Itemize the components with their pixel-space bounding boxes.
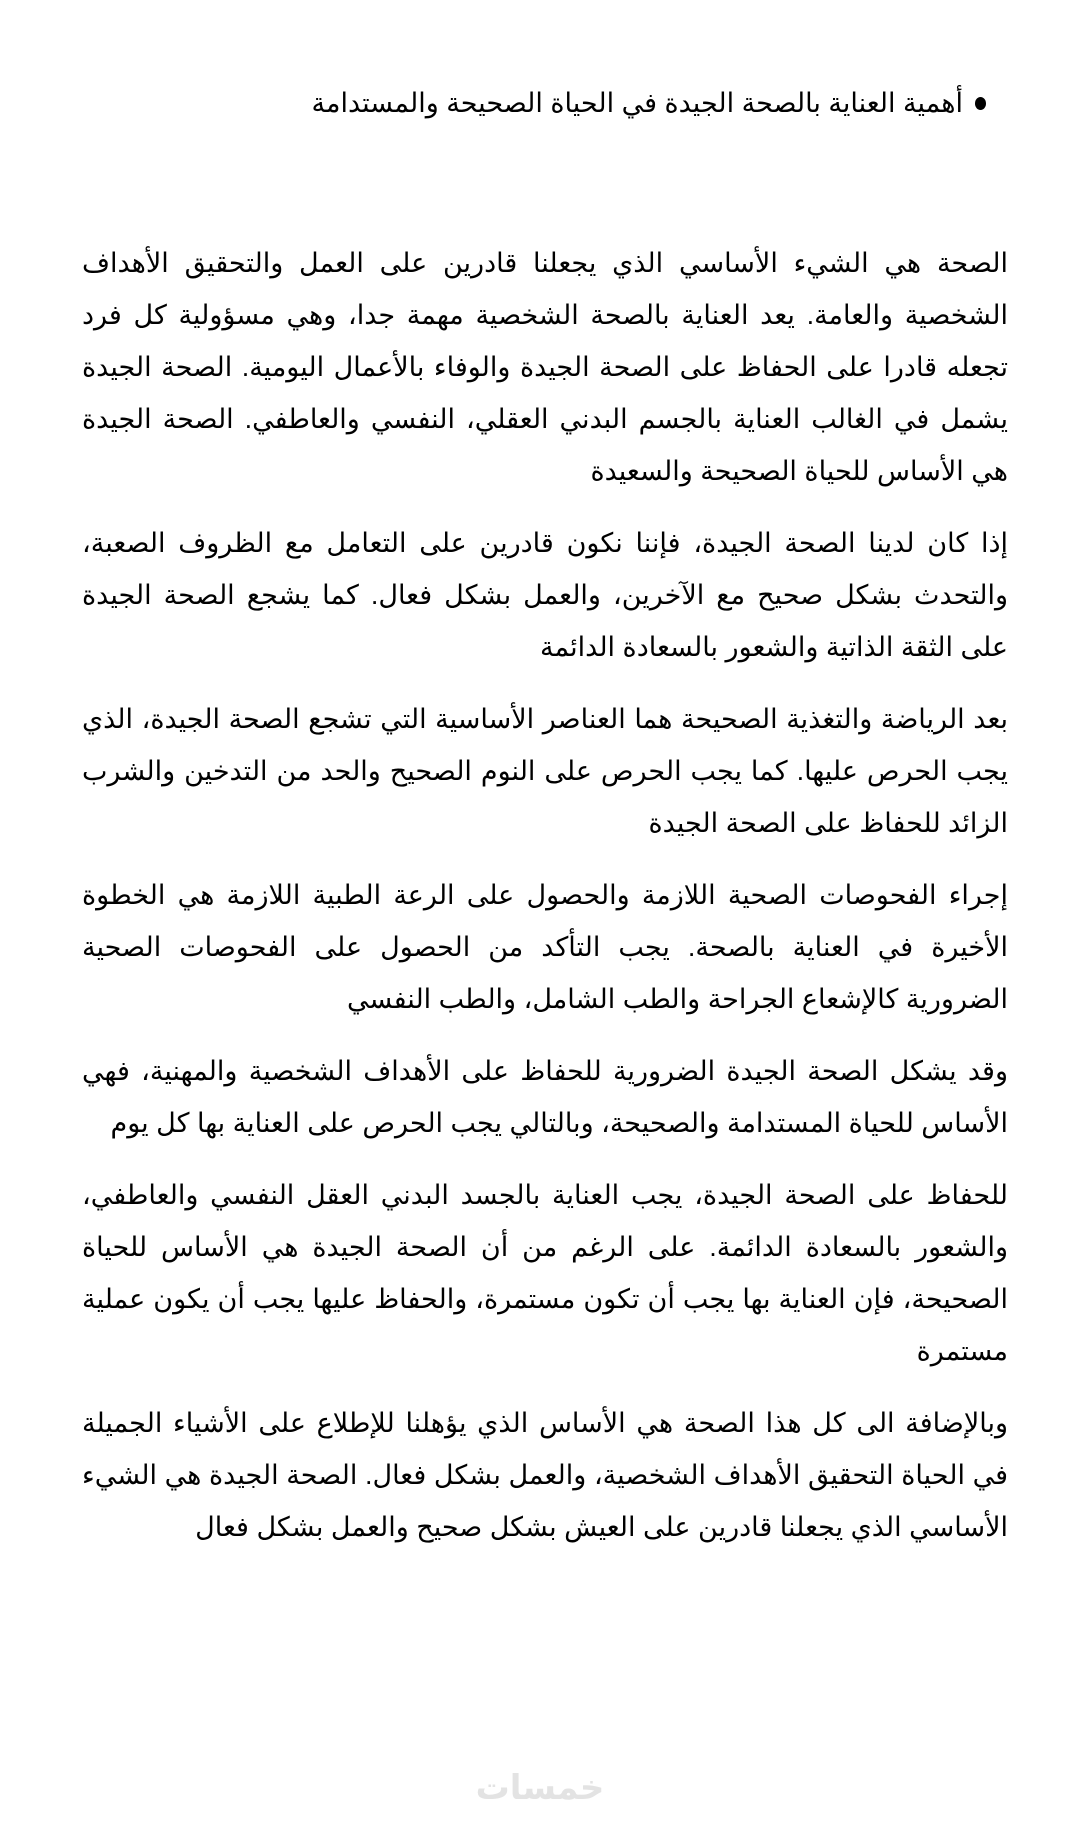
document [82,0,1008,1573]
bullet-icon [975,97,986,110]
paragraph: إجراء الفحوصات الصحية اللازمة والحصول على الرعة الطبية اللازمة هي الخطوة الأخيرة في العناية بالصحة. يجب التأكد من الحصول على الفحوصات الصحية الضرورية كالإشعاع الجراحة والطب الشامل، والطب النفسي [82,880,1008,1014]
paragraph: وقد يشكل الصحة الجيدة الضرورية للحفاظ على الأهداف الشخصية والمهنية، فهي الأساس للحياة المستدامة والصحيحة، وبالتالي يجب الحرص على العناية بها كل يوم [82,1056,1008,1138]
paragraph: إذا كان لدينا الصحة الجيدة، فإننا نكون قادرين على التعامل مع الظروف الصعبة، والتحدث بشكل صحيح مع الآخرين، والعمل بشكل فعال. كما يشجع الصحة الجيدة على الثقة الذاتية والشعور بالسعادة الدائمة [82,528,1008,662]
paragraph: بعد الرياضة والتغذية الصحيحة هما العناصر الأساسية التي تشجع الصحة الجيدة، الذي يجب الحرص عليها. كما يجب الحرص على النوم الصحيح والحد من التدخين والشرب الزائد للحفاظ على الصحة الجيدة [82,704,1008,838]
paragraph: الصحة هي الشيء الأساسي الذي يجعلنا قادرين على العمل والتحقيق الأهداف الشخصية والعامة. يعد العناية بالصحة الشخصية مهمة جدا، وهي مسؤولية كل فرد تجعله قادرا على الحفاظ على الصحة الجيدة والوفاء بالأعمال اليومية. الصحة الجيدة يشمل في الغالب العناية بالجسم البدني العقلي، النفسي والعاطفي. الصحة الجيدة هي الأساس للحياة الصحيحة والسعيدة [82,248,1008,486]
paragraph: وبالإضافة الى كل هذا الصحة هي الأساس الذي يؤهلنا للإطلاع على الأشياء الجميلة في الحياة التحقيق الأهداف الشخصية، والعمل بشكل فعال. الصحة الجيدة هي الشيء الأساسي الذي يجعلنا قادرين على العيش بشكل صحيح والعمل بشكل فعال [82,1408,1008,1542]
watermark-logo: خمسات [475,1769,605,1807]
bullet-heading [82,88,1008,119]
document-body [82,237,1008,1553]
heading-text: أهمية العناية بالصحة الجيدة في الحياة الصحيحة والمستدامة [311,88,963,118]
paragraph: للحفاظ على الصحة الجيدة، يجب العناية بالجسد البدني العقل النفسي والعاطفي، والشعور بالسعادة الدائمة. على الرغم من أن الصحة الجيدة هي الأساس للحياة الصحيحة، فإن العناية بها يجب أن تكون مستمرة، والحفاظ عليها يجب أن يكون عملية مستمرة [82,1180,1008,1366]
